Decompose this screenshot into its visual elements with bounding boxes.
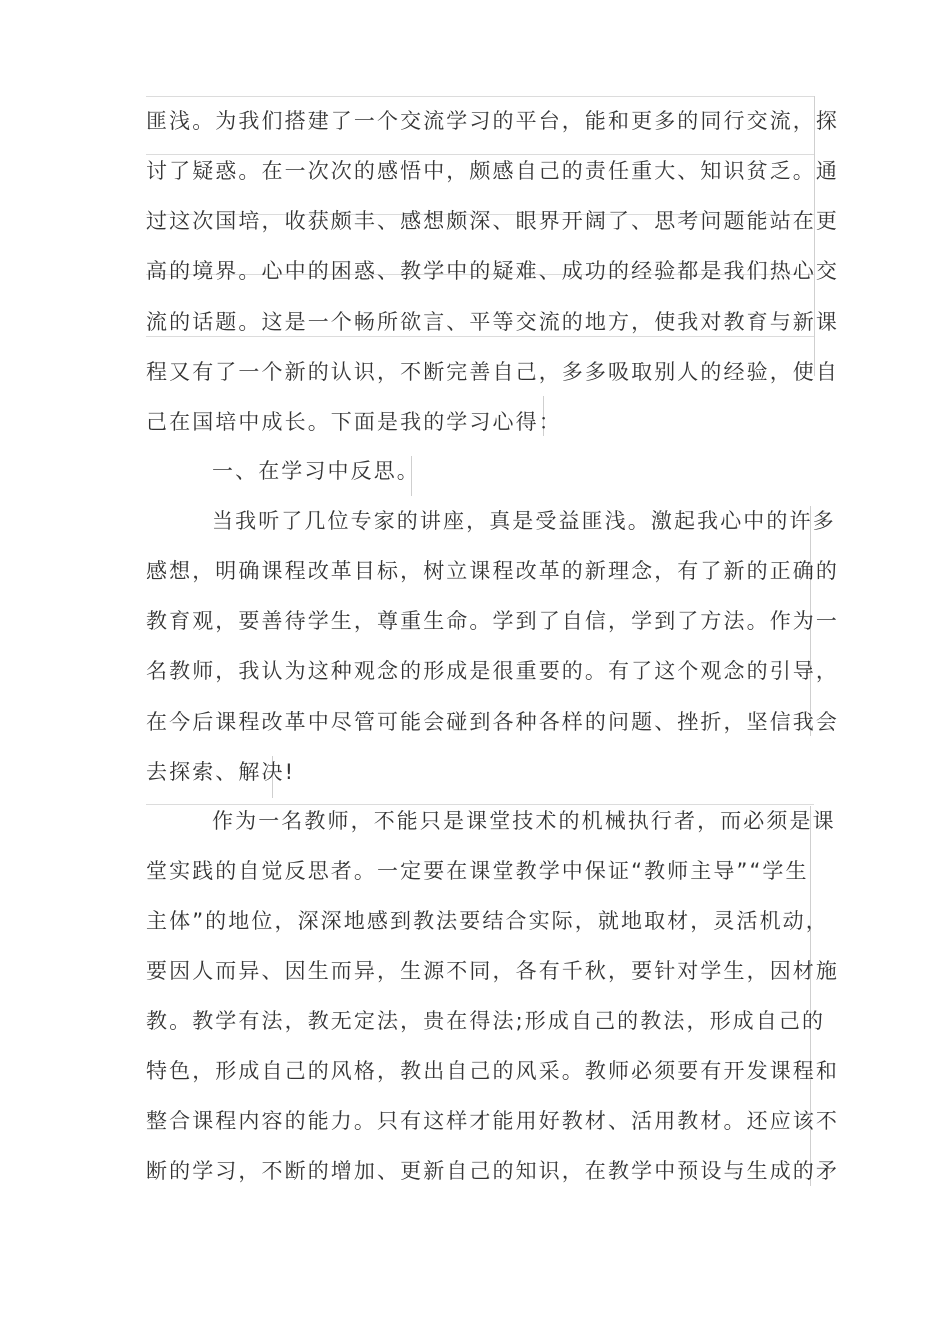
text-line: 匪浅。为我们搭建了一个交流学习的平台，能和更多的同行交流，探 <box>146 109 839 133</box>
text-line: 高的境界。心中的困惑、教学中的疑难、成功的经验都是我们热心交 <box>146 259 839 283</box>
text-line: 整合课程内容的能力。只有这样才能用好教材、活用教材。还应该不 <box>146 1109 839 1133</box>
text-line: 过这次国培，收获颇丰、感想颇深、眼界开阔了、思考问题能站在更 <box>146 209 839 233</box>
paragraph-start-line: 作为一名教师，不能只是课堂技术的机械执行者，而必须是课 <box>212 809 836 833</box>
text-line: 名教师，我认为这种观念的形成是很重要的。有了这个观念的引导， <box>146 659 839 683</box>
text-line: 断的学习，不断的增加、更新自己的知识，在教学中预设与生成的矛 <box>146 1159 839 1183</box>
text-line: 堂实践的自觉反思者。一定要在课堂教学中保证“教师主导”“学生 <box>146 859 809 883</box>
text-line: 流的话题。这是一个畅所欲言、平等交流的地方，使我对教育与新课 <box>146 310 839 334</box>
text-line: 己在国培中成长。下面是我的学习心得： <box>146 410 562 434</box>
text-line: 教育观，要善待学生，尊重生命。学到了自信，学到了方法。作为一 <box>146 609 839 633</box>
text-line: 教。教学有法，教无定法，贵在得法;形成自己的教法，形成自己的 <box>146 1009 826 1033</box>
text-line: 在今后课程改革中尽管可能会碰到各种各样的问题、挫折，坚信我会 <box>146 710 839 734</box>
text-line: 程又有了一个新的认识，不断完善自己，多多吸取别人的经验，使自 <box>146 360 839 384</box>
text-line: 特色，形成自己的风格，教出自己的风采。教师必须要有开发课程和 <box>146 1059 839 1083</box>
paragraph-start-line: 当我听了几位专家的讲座，真是受益匪浅。激起我心中的许多 <box>212 509 836 533</box>
text-line: 要因人而异、因生而异，生源不同，各有千秋，要针对学生，因材施 <box>146 959 839 983</box>
text-line: 讨了疑惑。在一次次的感悟中，颇感自己的责任重大、知识贫乏。通 <box>146 159 839 183</box>
text-line: 感想，明确课程改革目标，树立课程改革的新理念，有了新的正确的 <box>146 559 839 583</box>
section-heading: 一、在学习中反思。 <box>212 459 420 483</box>
text-line: 主体”的地位，深深地感到教法要结合实际，就地取材，灵活机动， <box>146 909 829 933</box>
text-line: 去探索、解决! <box>146 760 296 784</box>
